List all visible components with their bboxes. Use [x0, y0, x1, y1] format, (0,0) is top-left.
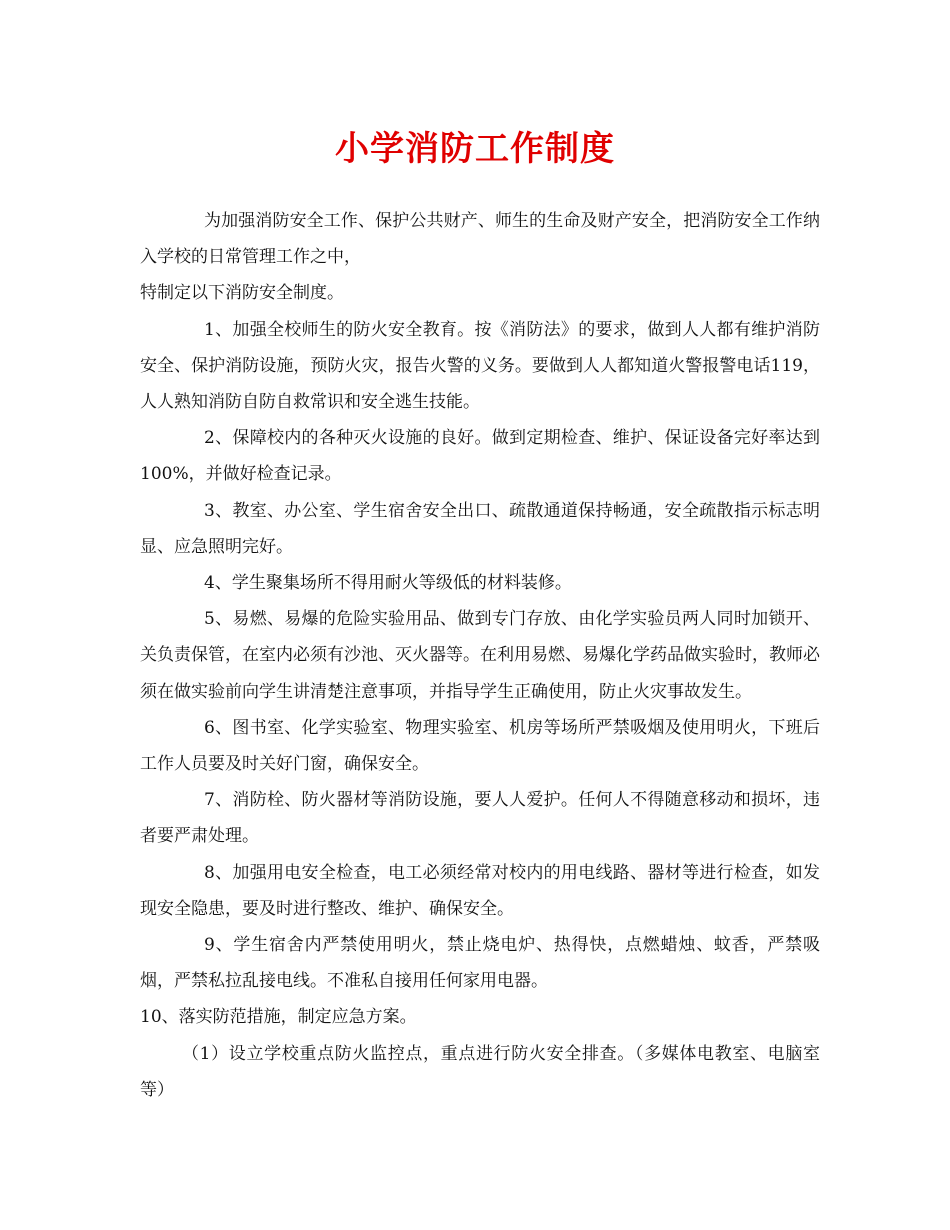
document-paragraph: 特制定以下消防安全制度。: [140, 283, 344, 304]
document-paragraph: 3、教室、办公室、学生宿舍安全出口、疏散通道保持畅通，安全疏散指示标志明显、应急照明完好。: [140, 500, 820, 557]
document-paragraph: 10、落实防范措施，制定应急方案。: [140, 1007, 417, 1028]
document-paragraph: 7、消防栓、防火器材等消防设施，要人人爱护。任何人不得随意移动和损坏，违者要严肃处理。: [140, 790, 820, 847]
document-paragraph: 5、易燃、易爆的危险实验用品、做到专门存放、由化学实验员两人同时加锁开、关负责保管，在室内必须有沙池、灭火器等。在利用易燃、易爆化学药品做实验时，教师必须在做实验前向学生讲清楚注意事项，并指导学生正确使用，防止火灾事故发生。: [140, 609, 820, 702]
document-paragraph: 为加强消防安全工作、保护公共财产、师生的生命及财产安全，把消防安全工作纳入学校的日常管理工作之中，: [140, 211, 820, 268]
document-paragraph: 4、学生聚集场所不得用耐火等级低的材料装修。: [204, 573, 572, 594]
document-paragraph: 8、加强用电安全检查，电工必须经常对校内的用电线路、器材等进行检查，如发现安全隐患，要及时进行整改、维护、确保安全。: [140, 862, 820, 919]
document-title: 小学消防工作制度: [335, 129, 615, 169]
document-paragraph: 2、保障校内的各种灭火设施的良好。做到定期检查、维护、保证设备完好率达到100%，并做好检查记录。: [140, 428, 820, 485]
document-paragraph: （1）设立学校重点防火监控点，重点进行防火安全排查。（多媒体电教室、电脑室等）: [140, 1043, 820, 1100]
document-paragraph: 9、学生宿舍内严禁使用明火，禁止烧电炉、热得快，点燃蜡烛、蚊香，严禁吸烟，严禁私拉乱接电线。不准私自接用任何家用电器。: [140, 935, 820, 992]
document-paragraph: 1、加强全校师生的防火安全教育。按《消防法》的要求，做到人人都有维护消防安全、保护消防设施，预防火灾，报告火警的义务。要做到人人都知道火警报警电话119，人人熟知消防自防自救常识和安全逃生技能。: [140, 319, 820, 413]
document-paragraph: 6、图书室、化学实验室、物理实验室、机房等场所严禁吸烟及使用明火，下班后工作人员要及时关好门窗，确保安全。: [140, 717, 820, 775]
document-body: [140, 203, 820, 1108]
